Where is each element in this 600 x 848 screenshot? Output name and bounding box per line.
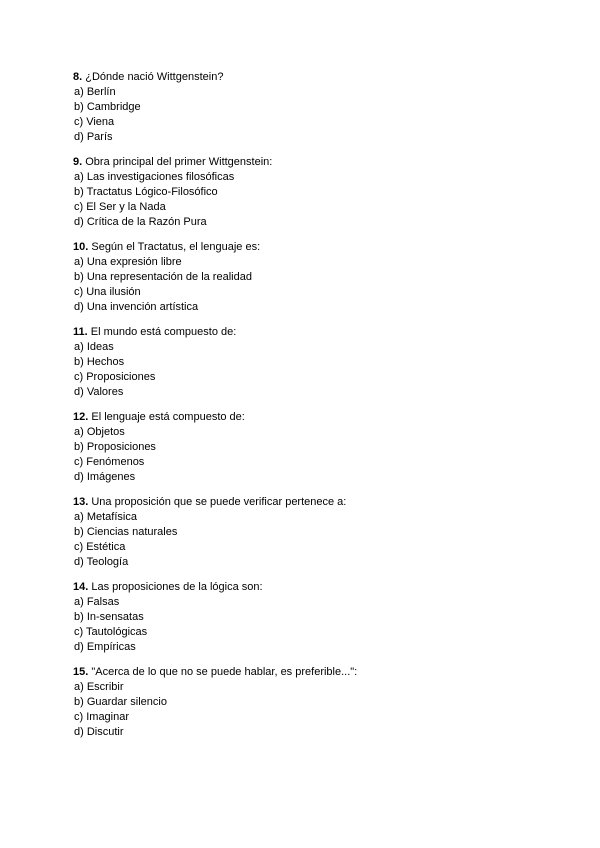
question-number: 12. — [73, 411, 89, 423]
answer-option: d) Discutir — [74, 726, 124, 738]
answer-option: b) Proposiciones — [74, 441, 156, 453]
question-text: ¿Dónde nació Wittgenstein? — [85, 71, 224, 83]
question-number: 13. — [73, 496, 89, 508]
question-text: Una proposición que se puede verificar pertenece a: — [91, 496, 347, 508]
answer-option: a) Metafísica — [74, 511, 137, 523]
question-block — [73, 240, 553, 315]
answer-option: a) Falsas — [74, 596, 120, 608]
answer-option: d) Teología — [74, 556, 129, 568]
answer-option: b) Guardar silencio — [74, 696, 167, 708]
question-block — [73, 410, 553, 485]
answer-option: a) Berlín — [74, 86, 116, 98]
answer-option: a) Ideas — [74, 341, 114, 353]
answer-option: d) Empíricas — [74, 641, 136, 653]
question-line — [73, 70, 553, 85]
answer-option: c) Imaginar — [74, 711, 130, 723]
answer-option: d) Valores — [74, 386, 124, 398]
answer-option: c) Viena — [74, 116, 115, 128]
answer-option: c) Proposiciones — [74, 371, 156, 383]
answer-option: c) Una ilusión — [74, 286, 141, 298]
answer-option: d) París — [74, 131, 113, 143]
question-text: El lenguaje está compuesto de: — [91, 411, 245, 423]
quiz-question-list — [73, 70, 553, 750]
question-block — [73, 495, 553, 570]
question-text: Obra principal del primer Wittgenstein: — [85, 156, 273, 168]
question-block — [73, 580, 553, 655]
answer-option: c) Estética — [74, 541, 126, 553]
question-line — [73, 240, 553, 255]
question-text: Según el Tractatus, el lenguaje es: — [91, 241, 261, 253]
question-line — [73, 665, 553, 680]
answer-option: d) Crítica de la Razón Pura — [74, 216, 207, 228]
question-line — [73, 410, 553, 425]
question-block — [73, 70, 553, 145]
question-block — [73, 155, 553, 230]
question-line — [73, 155, 553, 170]
question-line — [73, 325, 553, 340]
answer-option: b) Una representación de la realidad — [74, 271, 252, 283]
question-number: 14. — [73, 581, 89, 593]
question-line — [73, 495, 553, 510]
answer-option: b) In-sensatas — [74, 611, 144, 623]
question-block — [73, 665, 553, 740]
answer-option: b) Cambridge — [74, 101, 141, 113]
answer-option: b) Hechos — [74, 356, 125, 368]
question-number: 9. — [73, 156, 83, 168]
question-block — [73, 325, 553, 400]
question-text: El mundo está compuesto de: — [90, 326, 237, 338]
answer-option: c) Fenómenos — [74, 456, 145, 468]
answer-option: d) Una invención artística — [74, 301, 199, 313]
answer-option: a) Las investigaciones filosóficas — [74, 171, 235, 183]
question-number: 8. — [73, 71, 83, 83]
answer-option: c) El Ser y la Nada — [74, 201, 166, 213]
question-text: "Acerca de lo que no se puede hablar, es preferible...": — [91, 666, 358, 678]
question-number: 15. — [73, 666, 89, 678]
answer-option: a) Escribir — [74, 681, 124, 693]
question-text: Las proposiciones de la lógica son: — [91, 581, 263, 593]
answer-option: a) Una expresión libre — [74, 256, 182, 268]
question-line — [73, 580, 553, 595]
question-number: 10. — [73, 241, 89, 253]
answer-option: a) Objetos — [74, 426, 125, 438]
answer-option: b) Tractatus Lógico-Filosófico — [74, 186, 218, 198]
answer-option: c) Tautológicas — [74, 626, 148, 638]
question-number: 11. — [73, 326, 88, 338]
answer-option: b) Ciencias naturales — [74, 526, 178, 538]
answer-option: d) Imágenes — [74, 471, 136, 483]
